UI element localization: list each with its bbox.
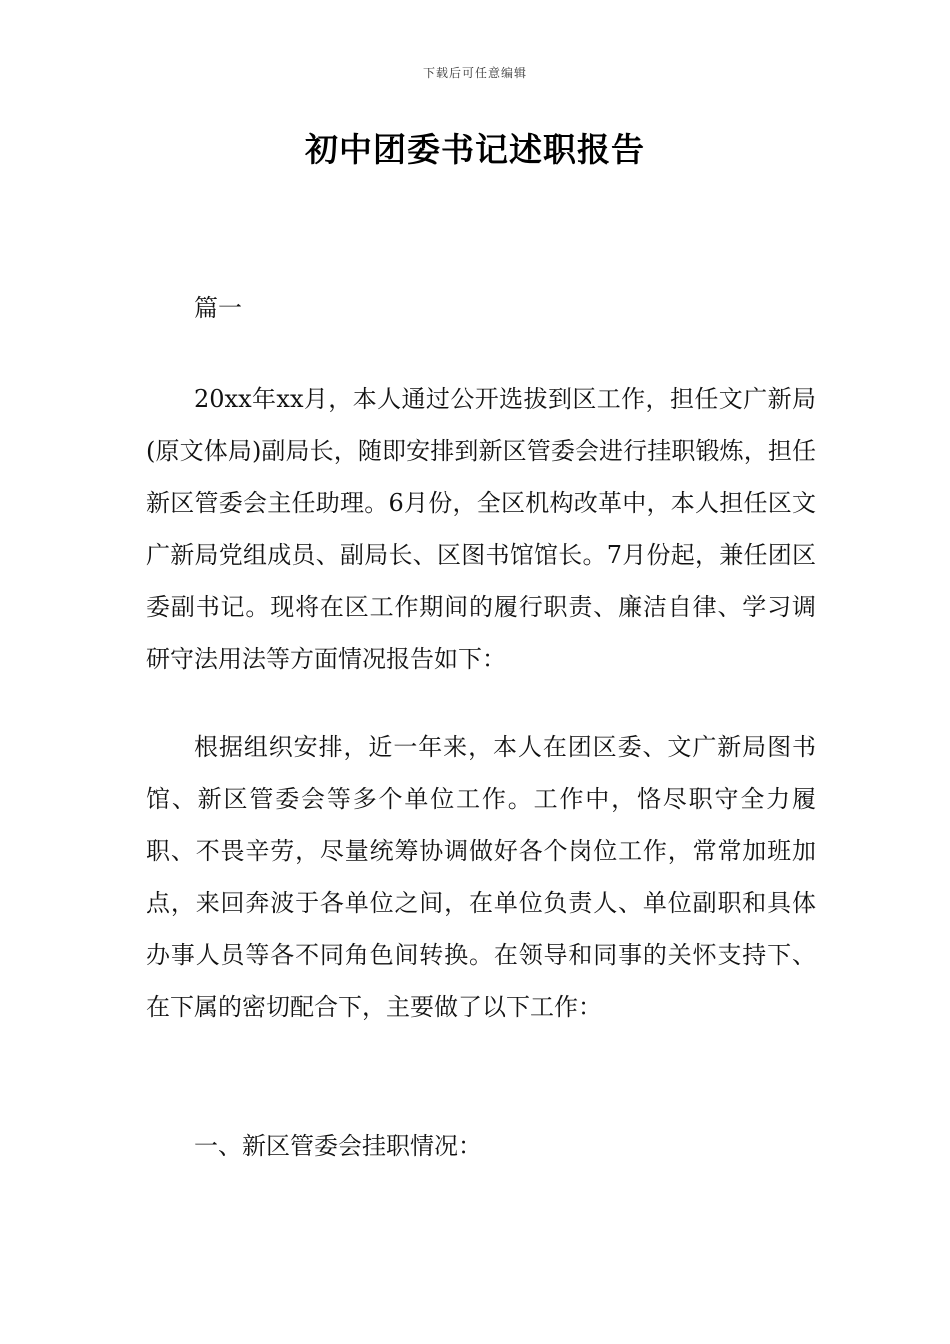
paragraph-1: 20xx年xx月，本人通过公开选拔到区工作，担任文广新局(原文体局)副局长，随即安排到新区管委会进行挂职锻炼，担任新区管委会主任助理。6月份，全区机构改革中，本人担任区文广新局党组成员、副局长、区图书馆馆长。7月份起，兼任团区委副书记。现将在区工作期间的履行职责、廉洁自律、学习调研守法用法等方面情况报告如下：: [146, 385, 816, 673]
paragraph-2: 根据组织安排，近一年来，本人在团区委、文广新局图书馆、新区管委会等多个单位工作。工作中，恪尽职守全力履职、不畏辛劳，尽量统筹协调做好各个岗位工作，常常加班加点，来回奔波于各单位之间，在单位负责人、单位副职和具体办事人员等各不同角色间转换。在领导和同事的关怀支持下、在下属的密切配合下，主要做了以下工作：: [146, 733, 816, 1021]
header-note: 下载后可任意编辑: [422, 66, 527, 80]
section-heading-1: 一、新区管委会挂职情况：: [194, 1132, 482, 1160]
section-label: 篇一: [194, 294, 242, 322]
document-title: 初中团委书记述职报告: [305, 130, 645, 169]
